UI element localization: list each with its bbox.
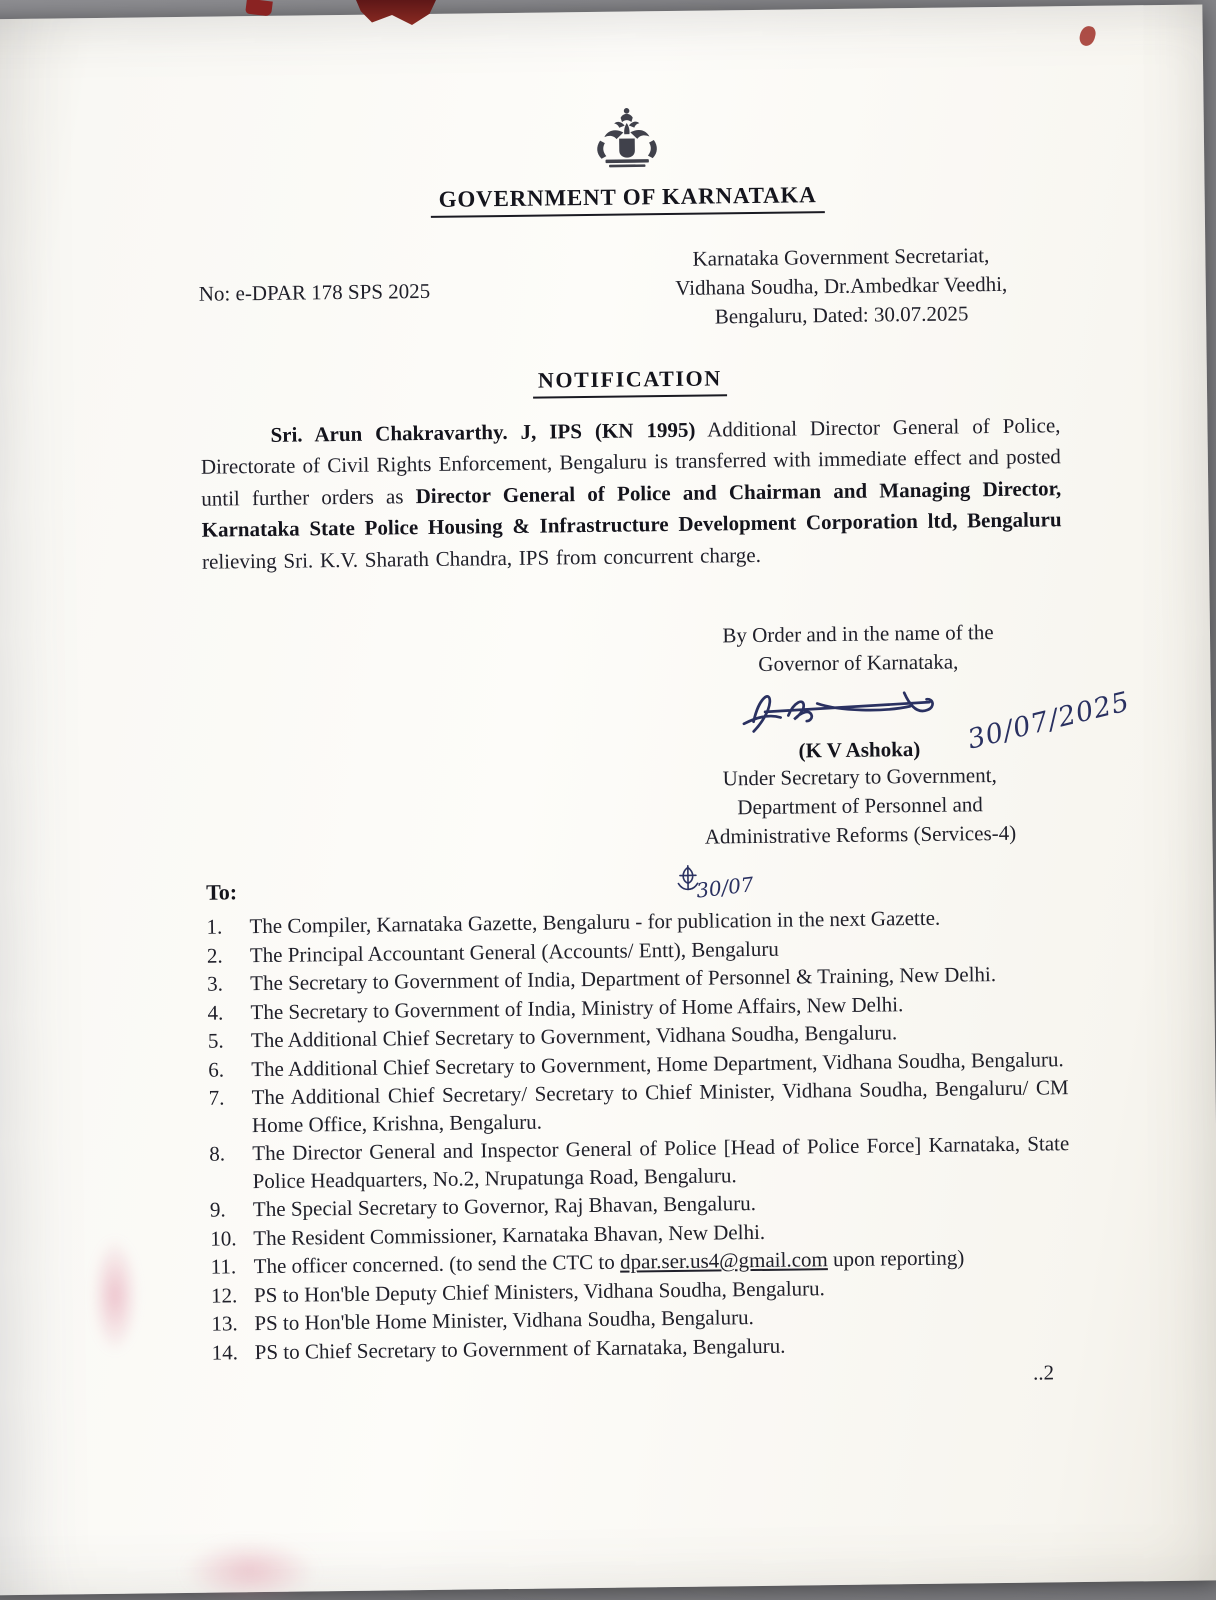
handwritten-signature xyxy=(736,681,983,744)
body-segment-bold: Sri. Arun Chakravarthy. J, IPS (KN 1995) xyxy=(270,417,696,447)
signatory-name: (K V Ashoka) xyxy=(798,737,921,763)
order-line-2: Governor of Karnataka, xyxy=(758,649,959,677)
recipient-segment: The Secretary to Government of India, Ministry of Home Affairs, New Delhi. xyxy=(250,991,904,1024)
recipient-segment: PS to Hon'ble Deputy Chief Ministers, Vidhana Soudha, Bengaluru. xyxy=(253,1275,825,1307)
signature-block xyxy=(644,679,1134,903)
notification-heading: NOTIFICATION xyxy=(533,365,727,398)
received-note-date: 30/07 xyxy=(694,872,755,903)
recipient-number: 5. xyxy=(207,1028,224,1053)
recipient-segment: upon reporting) xyxy=(827,1245,965,1272)
recipient-segment: The Principal Accountant General (Accounts/ Entt), Bengaluru xyxy=(249,936,779,967)
page-number: ..2 xyxy=(1032,1360,1055,1385)
handwritten-received-note xyxy=(672,863,755,903)
recipient-number: 9. xyxy=(209,1197,226,1222)
signatory-designation xyxy=(645,760,1076,852)
recipient-list xyxy=(206,903,1071,1366)
torn-paper-fragment xyxy=(245,0,273,17)
recipient-number: 12. xyxy=(210,1283,238,1308)
letterhead-line-3: Bengaluru, Dated: 30.07.2025 xyxy=(714,301,969,329)
designation-line-3: Administrative Reforms (Services-4) xyxy=(704,821,1017,849)
recipient-segment: The Compiler, Karnataka Gazette, Bengaluru - for publication in the next Gazette. xyxy=(249,905,941,939)
reference-number: No: e-DPAR 178 SPS 2025 xyxy=(198,278,431,306)
recipient-number: 8. xyxy=(209,1141,226,1166)
recipient-segment: The Special Secretary to Governor, Raj Bhavan, Bengaluru. xyxy=(252,1191,757,1222)
designation-line-1: Under Secretary to Government, xyxy=(722,763,997,791)
to-label: To: xyxy=(205,879,238,905)
recipient-text xyxy=(251,1074,1069,1139)
recipient-item xyxy=(208,1074,1069,1140)
recipient-number: 11. xyxy=(210,1254,237,1279)
recipient-segment: The officer concerned. (to send the CTC to xyxy=(253,1249,621,1279)
recipient-segment: The Additional Chief Secretary to Government, Vidhana Soudha, Bengaluru. xyxy=(250,1020,898,1053)
recipient-number: 14. xyxy=(211,1340,239,1365)
recipient-number: 4. xyxy=(207,1000,224,1025)
recipient-number: 13. xyxy=(211,1311,238,1336)
body-segment-bold: Director General of Police and Chairman and Managing Director, Karnataka State Police Housing & Infrastructure Development Corporation ltd, Bengaluru xyxy=(201,476,1062,543)
letterhead-line-1: Karnataka Government Secretariat, xyxy=(692,243,990,271)
recipient-segment: The Resident Commissioner, Karnataka Bhavan, New Delhi. xyxy=(253,1219,766,1250)
recipient-segment: The Additional Chief Secretary to Government, Home Department, Vidhana Soudha, Bengaluru. xyxy=(251,1046,1064,1081)
email-text: dpar.ser.us4@gmail.com xyxy=(619,1247,828,1274)
notification-body xyxy=(200,410,1062,578)
order-line-1: By Order and in the name of the xyxy=(722,620,994,648)
order-statement xyxy=(658,618,1059,681)
recipient-segment: The Director General and Inspector General of Police [Head of Police Force] Karnataka, State Police Headquarters, No.2, Nrupatunga Road, Bengaluru. xyxy=(252,1131,1070,1193)
designation-line-2: Department of Personnel and xyxy=(737,792,983,820)
recipient-number: 7. xyxy=(208,1085,225,1110)
handwritten-signature-date: 30/07/2025 xyxy=(964,686,1134,756)
recipient-segment: PS to Chief Secretary to Government of Karnataka, Bengaluru. xyxy=(254,1333,786,1364)
recipient-number: 1. xyxy=(206,914,223,939)
letterhead-address xyxy=(623,240,1059,332)
recipient-number: 10. xyxy=(210,1226,237,1251)
body-segment: relieving Sri. K.V. Sharath Chandra, IPS from concurrent charge. xyxy=(201,542,762,574)
recipient-text xyxy=(252,1130,1070,1195)
karnataka-state-emblem-icon xyxy=(588,105,667,179)
recipient-segment: The Additional Chief Secretary/ Secretary to Chief Minister, Vidhana Soudha, Bengaluru/ CM Home Office, Krishna, Bengaluru. xyxy=(251,1075,1069,1137)
document-page xyxy=(0,4,1216,1595)
body-segment: Additional Director General of Police, Directorate of Civil Rights Enforcement, Bengaluru is transferred with immediate effect and posted until further orders as xyxy=(200,413,1061,511)
recipient-number: 2. xyxy=(206,943,223,968)
reference-row xyxy=(198,240,1059,337)
recipient-number: 6. xyxy=(208,1057,225,1082)
recipient-segment: The Secretary to Government of India, Department of Personnel & Training, New Delhi. xyxy=(250,962,997,996)
letterhead-line-2: Vidhana Soudha, Dr.Ambedkar Veedhi, xyxy=(675,271,1008,300)
recipient-segment: PS to Hon'ble Home Minister, Vidhana Soudha, Bengaluru. xyxy=(254,1305,754,1336)
government-title: GOVERNMENT OF KARNATAKA xyxy=(431,182,825,218)
document-content xyxy=(0,4,1216,1595)
recipient-item xyxy=(209,1130,1070,1196)
recipient-number: 3. xyxy=(207,971,224,996)
